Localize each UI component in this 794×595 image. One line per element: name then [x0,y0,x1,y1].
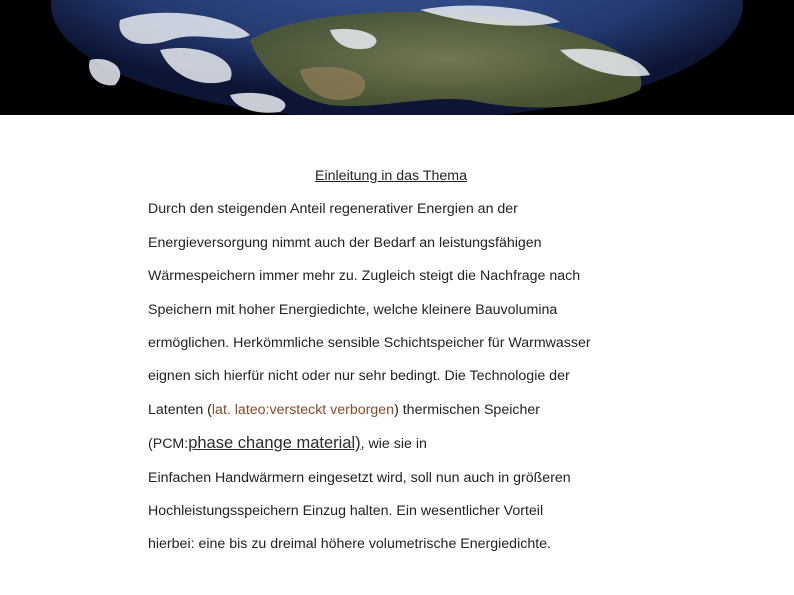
text-line: Hochleistungsspeichern Einzug halten. Ein wesentlicher Vorteil [148,503,544,520]
text-line: Durch den steigenden Anteil regenerativer Energien an der [148,201,518,218]
pcm-term: phase change material) [188,434,361,453]
text-line-latent [148,394,628,427]
latent-after: ) thermischen Speicher [394,401,540,418]
text-line-pcm [148,427,628,461]
earth-banner-image [0,0,794,115]
document-title: Einleitung in das Thema [315,168,467,184]
text-line: Einfachen Handwärmern eingesetzt wird, soll nun auch in größeren [148,469,571,486]
text-line: Wärmespeichern immer mehr zu. Zugleich steigt die Nachfrage nach [148,268,581,285]
text-line: eignen sich hierfür nicht oder nur sehr bedingt. Die Technologie der [148,368,570,385]
text-line: Speichern mit hoher Energiedichte, welche kleinere Bauvolumina [148,301,558,318]
earth-icon [0,0,794,115]
latent-highlight: lat. lateo:versteckt verborgen [211,401,395,418]
document-body [148,160,628,562]
text-line: ermöglichen. Herkömmliche sensible Schichtspeicher für Warmwasser [148,335,591,352]
pcm-prefix: (PCM: [148,436,189,453]
text-line: Energieversorgung nimmt auch der Bedarf an leistungsfähigen [148,234,542,251]
latent-before: Latenten ( [148,401,212,418]
pcm-suffix: , wie sie in [360,436,427,453]
text-line: hierbei: eine bis zu dreimal höhere volumetrische Energiedichte. [148,536,551,553]
